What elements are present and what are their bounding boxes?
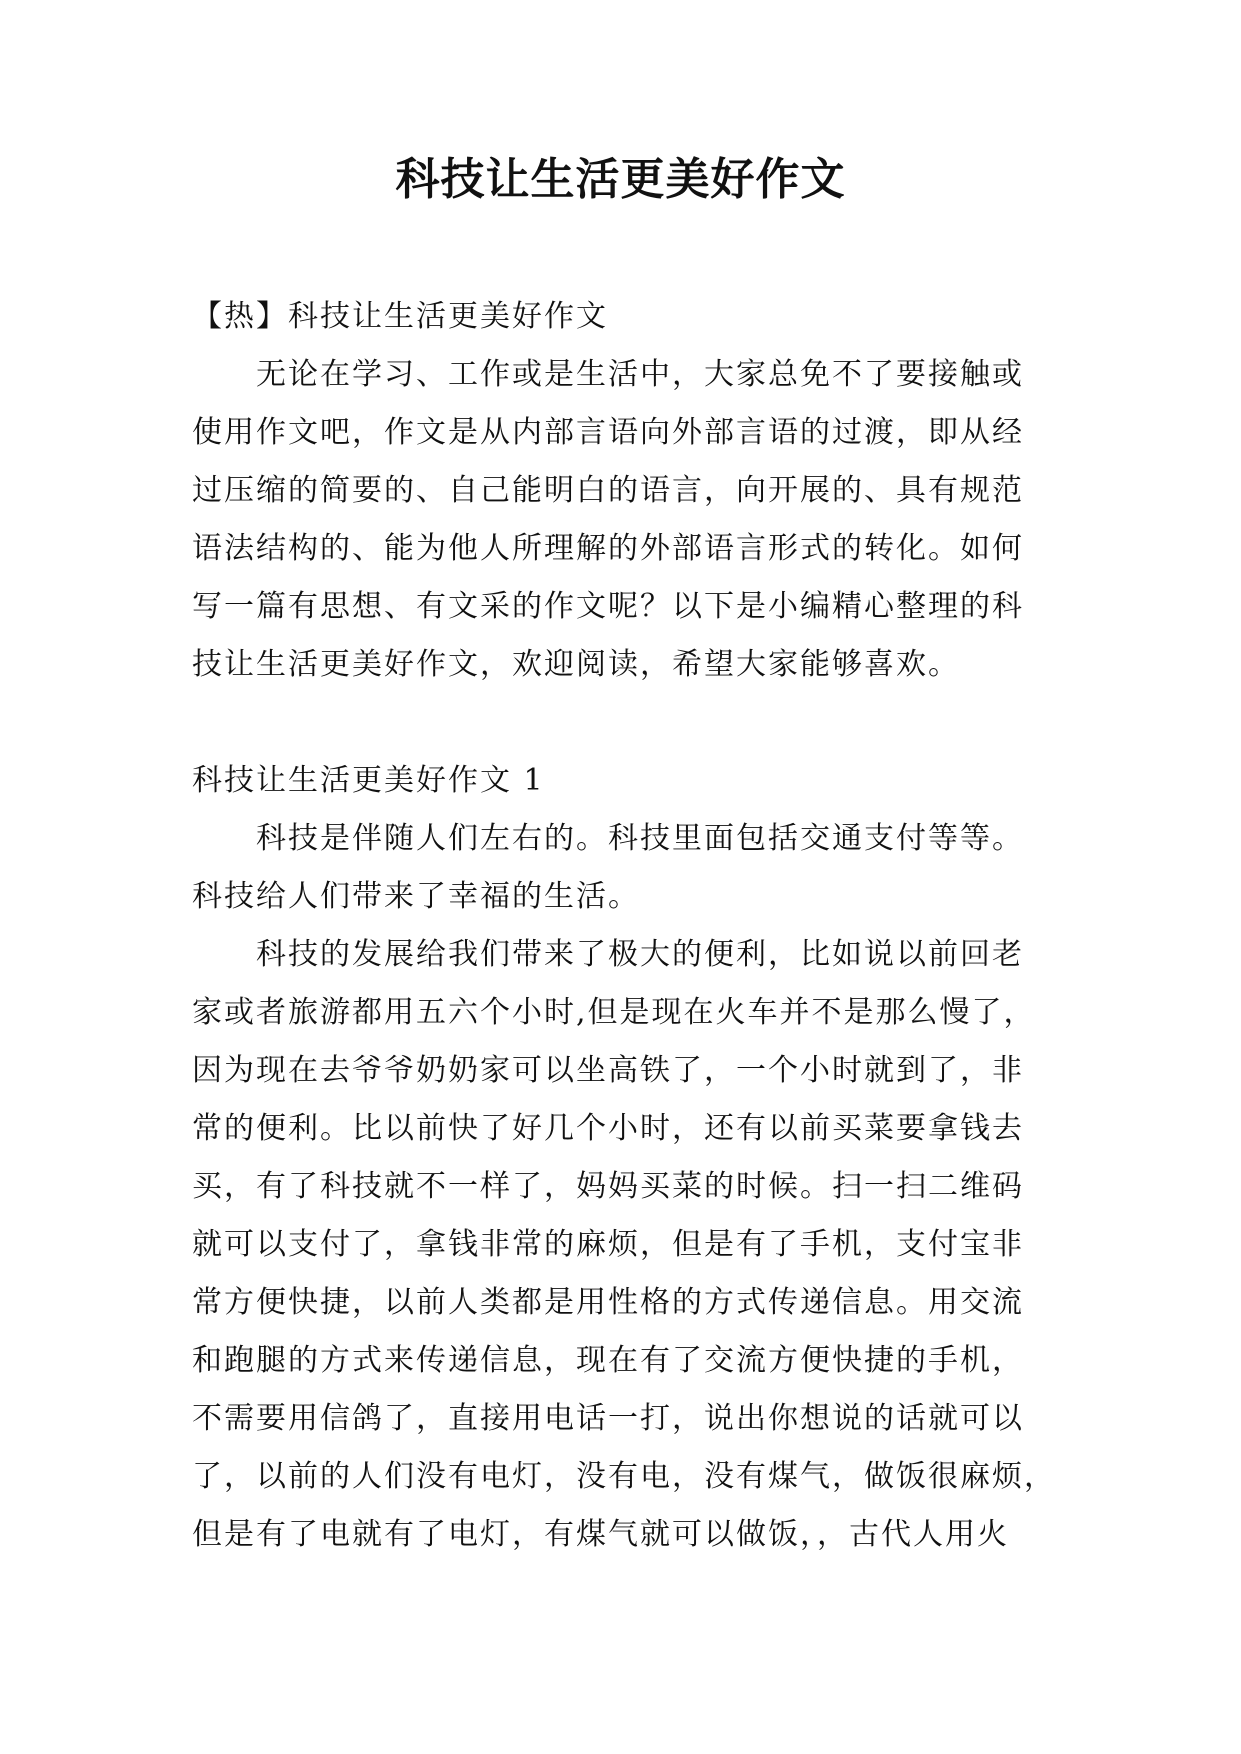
paragraph-line: 科技的发展给我们带来了极大的便利，比如说以前回老: [256, 937, 1024, 972]
paragraph-line: 常的便利。比以前快了好几个小时，还有以前买菜要拿钱去: [192, 1111, 1024, 1146]
document-title: 科技让生活更美好作文: [395, 154, 846, 205]
essay-block: [192, 752, 1056, 1564]
paragraph-line: 和跑腿的方式来传递信息，现在有了交流方便快捷的手机，: [192, 1343, 1024, 1378]
intro-line: 语法结构的、能为他人所理解的外部语言形式的转化。如何: [192, 531, 1024, 566]
paragraph-line: 就可以支付了，拿钱非常的麻烦，但是有了手机，支付宝非: [192, 1227, 1024, 1262]
subtitle: 【热】科技让生活更美好作文: [192, 299, 608, 334]
paragraph-line: 科技是伴随人们左右的。科技里面包括交通支付等等。: [256, 821, 1024, 856]
intro-line: 过压缩的简要的、自己能明白的语言，向开展的、具有规范: [192, 473, 1024, 508]
paragraph-line: 常方便快捷，以前人类都是用性格的方式传递信息。用交流: [192, 1285, 1024, 1320]
paragraph-line: 买，有了科技就不一样了，妈妈买菜的时候。扫一扫二维码: [192, 1169, 1024, 1204]
paragraph-line: 但是有了电就有了电灯，有煤气就可以做饭，，古代人用火: [192, 1517, 1009, 1552]
intro-line: 写一篇有思想、有文采的作文呢？以下是小编精心整理的科: [192, 589, 1024, 624]
intro-line: 技让生活更美好作文，欢迎阅读，希望大家能够喜欢。: [192, 647, 960, 682]
paragraph-line: 不需要用信鸽了，直接用电话一打，说出你想说的话就可以: [192, 1401, 1024, 1436]
intro-block: [192, 288, 1050, 694]
paragraph-line: 了，以前的人们没有电灯，没有电，没有煤气，做饭很麻烦，: [192, 1459, 1056, 1494]
section-heading: 科技让生活更美好作文 1: [192, 763, 545, 798]
intro-line: 使用作文吧，作文是从内部言语向外部言语的过渡，即从经: [192, 415, 1024, 450]
intro-line: 无论在学习、工作或是生活中，大家总免不了要接触或: [256, 357, 1024, 392]
paragraph-line: 家或者旅游都用五六个小时,但是现在火车并不是那么慢了，: [192, 995, 1036, 1030]
paragraph-line: 科技给人们带来了幸福的生活。: [192, 879, 640, 914]
paragraph-line: 因为现在去爷爷奶奶家可以坐高铁了，一个小时就到了，非: [192, 1053, 1024, 1088]
